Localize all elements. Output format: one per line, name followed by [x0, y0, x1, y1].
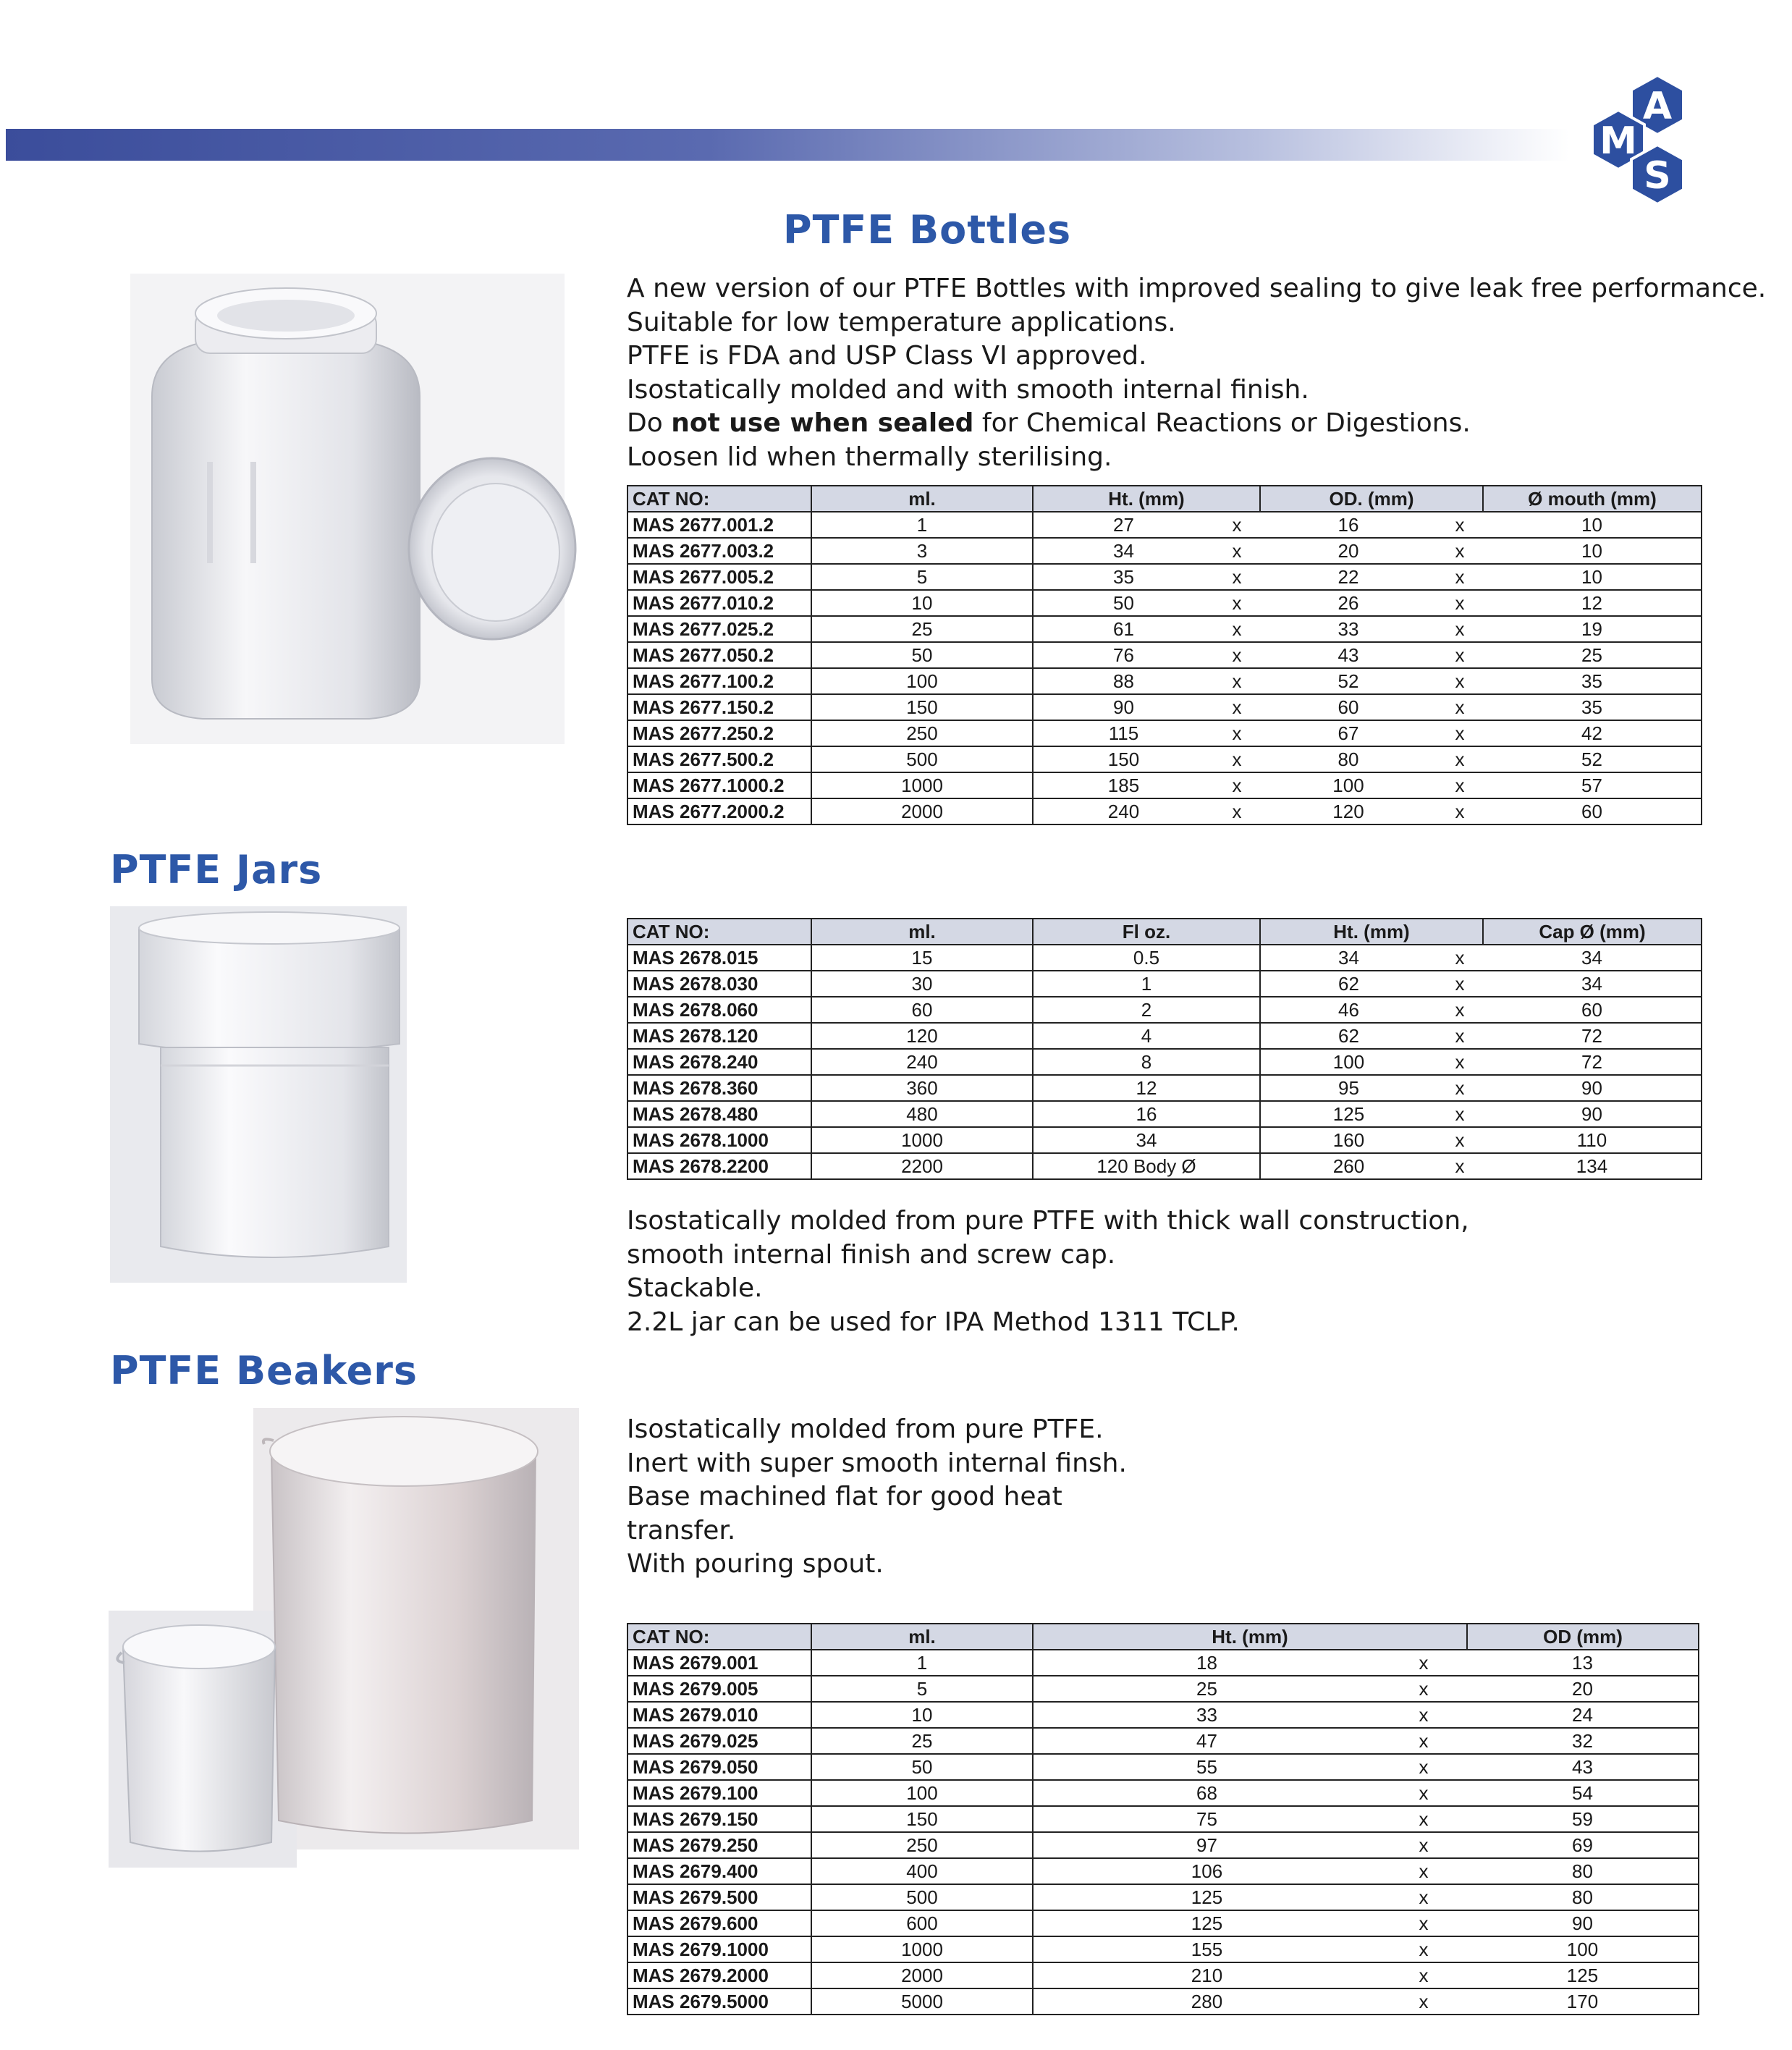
table-cell: 43 [1467, 1754, 1699, 1780]
separator-x: x [1437, 1153, 1483, 1179]
separator-x: x [1214, 642, 1260, 668]
jars-title: PTFE Jars [110, 847, 323, 893]
table-cell: 250 [811, 1832, 1033, 1858]
table-cell: 60 [1260, 694, 1437, 720]
table-row [627, 720, 1702, 746]
col-header: ml. [811, 486, 1033, 512]
ptfe-jar-photo [110, 906, 407, 1283]
cat-no-cell: MAS 2678.1000 [627, 1127, 811, 1153]
separator-x: x [1437, 772, 1483, 798]
bottles-desc-line: A new version of our PTFE Bottles with improved sealing to give leak free performance. [627, 274, 1767, 303]
table-cell: 400 [811, 1858, 1033, 1884]
col-header: Ht. (mm) [1260, 919, 1483, 945]
table-cell: 75 [1033, 1806, 1380, 1832]
table-cell: 16 [1033, 1101, 1260, 1127]
warning-text: for Chemical Reactions or Digestions. [973, 408, 1471, 438]
col-header: Ht. (mm) [1033, 486, 1260, 512]
beakers-desc-line: Isostatically molded from pure PTFE. [627, 1414, 1104, 1444]
table-cell: 22 [1260, 564, 1437, 590]
cat-no-cell: MAS 2677.150.2 [627, 694, 811, 720]
cat-no-cell: MAS 2678.060 [627, 997, 811, 1023]
table-cell: 2000 [811, 798, 1033, 824]
separator-x: x [1437, 1127, 1483, 1153]
col-header: ml. [811, 1624, 1033, 1650]
table-row [627, 512, 1702, 538]
table-row [627, 1153, 1702, 1179]
table-cell: 125 [1260, 1101, 1437, 1127]
table-row [627, 1832, 1699, 1858]
table-cell: 106 [1033, 1858, 1380, 1884]
table-cell: 100 [811, 668, 1033, 694]
beakers-desc-line: Base machined flat for good heat [627, 1482, 1062, 1511]
separator-x: x [1214, 694, 1260, 720]
cat-no-cell: MAS 2677.250.2 [627, 720, 811, 746]
table-cell: 280 [1033, 1988, 1380, 2015]
jars-description [627, 1205, 1469, 1339]
table-row [627, 798, 1702, 824]
table-cell: 120 Body Ø [1033, 1153, 1260, 1179]
cat-no-cell: MAS 2679.005 [627, 1676, 811, 1702]
separator-x: x [1214, 668, 1260, 694]
table-cell: 55 [1033, 1754, 1380, 1780]
separator-x: x [1380, 1988, 1467, 2015]
separator-x: x [1437, 746, 1483, 772]
table-cell: 76 [1033, 642, 1214, 668]
bottles-table [627, 485, 1702, 825]
table-cell: 500 [811, 1884, 1033, 1910]
cat-no-cell: MAS 2677.025.2 [627, 616, 811, 642]
table-cell: 10 [1483, 564, 1702, 590]
mas-logo [1556, 69, 1708, 222]
table-cell: 150 [811, 1806, 1033, 1832]
table-cell: 10 [1483, 512, 1702, 538]
col-header: Cap Ø (mm) [1483, 919, 1702, 945]
table-cell: 5 [811, 564, 1033, 590]
table-cell: 80 [1260, 746, 1437, 772]
table-cell: 52 [1260, 668, 1437, 694]
table-cell: 69 [1467, 1832, 1699, 1858]
separator-x: x [1214, 538, 1260, 564]
table-cell: 90 [1033, 694, 1214, 720]
table-row [627, 1962, 1699, 1988]
table-cell: 150 [1033, 746, 1214, 772]
table-row [627, 1127, 1702, 1153]
cat-no-cell: MAS 2679.025 [627, 1728, 811, 1754]
table-cell: 360 [811, 1075, 1033, 1101]
col-header: Fl oz. [1033, 919, 1260, 945]
table-row [627, 538, 1702, 564]
jars-desc-line: 2.2L jar can be used for IPA Method 1311 TCLP. [627, 1307, 1240, 1337]
beakers-table [627, 1623, 1699, 2015]
cat-no-cell: MAS 2678.480 [627, 1101, 811, 1127]
table-cell: 34 [1033, 1127, 1260, 1153]
separator-x: x [1437, 668, 1483, 694]
table-cell: 72 [1483, 1049, 1702, 1075]
separator-x: x [1437, 1075, 1483, 1101]
table-cell: 240 [811, 1049, 1033, 1075]
jars-desc-line: smooth internal finish and screw cap. [627, 1239, 1116, 1270]
table-cell: 1 [1033, 971, 1260, 997]
table-row [627, 564, 1702, 590]
table-header-row [627, 919, 1702, 945]
cat-no-cell: MAS 2677.003.2 [627, 538, 811, 564]
table-header-row [627, 1624, 1699, 1650]
table-cell: 10 [811, 590, 1033, 616]
table-cell: 1000 [811, 1127, 1033, 1153]
ptfe-beaker-photo [109, 1408, 586, 1868]
table-cell: 12 [1033, 1075, 1260, 1101]
cat-no-cell: MAS 2679.150 [627, 1806, 811, 1832]
table-cell: 18 [1033, 1650, 1380, 1676]
bottles-title: PTFE Bottles [783, 207, 1072, 253]
table-row [627, 1101, 1702, 1127]
table-cell: 3 [811, 538, 1033, 564]
table-cell: 125 [1033, 1910, 1380, 1936]
table-cell: 600 [811, 1910, 1033, 1936]
bottles-desc-line: Loosen lid when thermally sterilising. [627, 442, 1112, 472]
table-cell: 47 [1033, 1728, 1380, 1754]
separator-x: x [1437, 1049, 1483, 1075]
table-row [627, 590, 1702, 616]
cat-no-cell: MAS 2679.600 [627, 1910, 811, 1936]
jars-desc-line: Stackable. [627, 1273, 763, 1303]
table-cell: 95 [1260, 1075, 1437, 1101]
separator-x: x [1437, 798, 1483, 824]
table-cell: 33 [1033, 1702, 1380, 1728]
table-cell: 80 [1467, 1858, 1699, 1884]
separator-x: x [1437, 1023, 1483, 1049]
cat-no-cell: MAS 2677.2000.2 [627, 798, 811, 824]
beakers-title: PTFE Beakers [110, 1348, 418, 1393]
table-cell: 62 [1260, 971, 1437, 997]
logo-letter-a: A [1642, 85, 1673, 128]
cat-no-cell: MAS 2678.030 [627, 971, 811, 997]
table-cell: 1000 [811, 772, 1033, 798]
table-cell: 34 [1260, 945, 1437, 971]
cat-no-cell: MAS 2679.010 [627, 1702, 811, 1728]
table-cell: 10 [1483, 538, 1702, 564]
separator-x: x [1214, 564, 1260, 590]
jars-table [627, 918, 1702, 1180]
table-cell: 59 [1467, 1806, 1699, 1832]
table-cell: 15 [811, 945, 1033, 971]
table-row [627, 1754, 1699, 1780]
table-cell: 35 [1483, 668, 1702, 694]
table-cell: 5 [811, 1676, 1033, 1702]
table-cell: 1 [811, 512, 1033, 538]
separator-x: x [1437, 720, 1483, 746]
table-cell: 68 [1033, 1780, 1380, 1806]
table-cell: 25 [811, 616, 1033, 642]
separator-x: x [1214, 798, 1260, 824]
table-row [627, 1858, 1699, 1884]
table-row [627, 616, 1702, 642]
table-cell: 2 [1033, 997, 1260, 1023]
warning-text: Do [627, 408, 672, 438]
jars-desc-line: Isostatically molded from pure PTFE with thick wall construction, [627, 1206, 1469, 1236]
table-cell: 160 [1260, 1127, 1437, 1153]
separator-x: x [1437, 642, 1483, 668]
table-cell: 8 [1033, 1049, 1260, 1075]
cat-no-cell: MAS 2679.500 [627, 1884, 811, 1910]
table-cell: 16 [1260, 512, 1437, 538]
table-row [627, 1780, 1699, 1806]
table-cell: 90 [1483, 1075, 1702, 1101]
cat-no-cell: MAS 2679.050 [627, 1754, 811, 1780]
separator-x: x [1437, 997, 1483, 1023]
table-cell: 1000 [811, 1936, 1033, 1962]
header-band [6, 129, 1569, 161]
table-cell: 90 [1467, 1910, 1699, 1936]
separator-x: x [1214, 720, 1260, 746]
table-row [627, 694, 1702, 720]
cat-no-cell: MAS 2677.005.2 [627, 564, 811, 590]
cat-no-cell: MAS 2679.100 [627, 1780, 811, 1806]
cat-no-cell: MAS 2677.010.2 [627, 590, 811, 616]
cat-no-cell: MAS 2678.120 [627, 1023, 811, 1049]
table-cell: 125 [1467, 1962, 1699, 1988]
table-cell: 62 [1260, 1023, 1437, 1049]
separator-x: x [1380, 1806, 1467, 1832]
separator-x: x [1437, 1101, 1483, 1127]
table-row [627, 1702, 1699, 1728]
table-cell: 250 [811, 720, 1033, 746]
table-cell: 60 [811, 997, 1033, 1023]
table-cell: 25 [1033, 1676, 1380, 1702]
table-cell: 125 [1033, 1884, 1380, 1910]
table-cell: 19 [1483, 616, 1702, 642]
beakers-description [627, 1413, 1127, 1582]
logo-letter-m: M [1599, 119, 1637, 163]
col-header: CAT NO: [627, 1624, 811, 1650]
table-row [627, 642, 1702, 668]
table-row [627, 1910, 1699, 1936]
table-cell: 0.5 [1033, 945, 1260, 971]
col-header: CAT NO: [627, 486, 811, 512]
table-cell: 240 [1033, 798, 1214, 824]
bottles-desc-line: PTFE is FDA and USP Class VI approved. [627, 341, 1147, 371]
table-row [627, 971, 1702, 997]
cat-no-cell: MAS 2677.1000.2 [627, 772, 811, 798]
separator-x: x [1380, 1702, 1467, 1728]
table-cell: 50 [811, 642, 1033, 668]
table-cell: 2000 [811, 1962, 1033, 1988]
separator-x: x [1380, 1754, 1467, 1780]
table-cell: 52 [1483, 746, 1702, 772]
table-cell: 32 [1467, 1728, 1699, 1754]
table-cell: 260 [1260, 1153, 1437, 1179]
table-cell: 34 [1483, 971, 1702, 997]
table-row [627, 772, 1702, 798]
separator-x: x [1214, 512, 1260, 538]
separator-x: x [1437, 564, 1483, 590]
table-cell: 42 [1483, 720, 1702, 746]
table-cell: 60 [1483, 997, 1702, 1023]
table-cell: 13 [1467, 1650, 1699, 1676]
bottles-warning-line [627, 407, 1766, 441]
separator-x: x [1214, 772, 1260, 798]
table-header-row [627, 486, 1702, 512]
separator-x: x [1380, 1780, 1467, 1806]
separator-x: x [1380, 1858, 1467, 1884]
beakers-desc-line: With pouring spout. [627, 1549, 884, 1579]
table-cell: 110 [1483, 1127, 1702, 1153]
table-cell: 30 [811, 971, 1033, 997]
table-cell: 100 [1467, 1936, 1699, 1962]
separator-x: x [1380, 1676, 1467, 1702]
cat-no-cell: MAS 2679.1000 [627, 1936, 811, 1962]
table-cell: 12 [1483, 590, 1702, 616]
table-cell: 5000 [811, 1988, 1033, 2015]
table-cell: 97 [1033, 1832, 1380, 1858]
table-cell: 80 [1467, 1884, 1699, 1910]
table-cell: 134 [1483, 1153, 1702, 1179]
cat-no-cell: MAS 2677.500.2 [627, 746, 811, 772]
separator-x: x [1214, 746, 1260, 772]
warning-emphasis: not use when sealed [671, 408, 974, 438]
table-row [627, 1676, 1699, 1702]
separator-x: x [1437, 971, 1483, 997]
separator-x: x [1437, 512, 1483, 538]
cat-no-cell: MAS 2679.001 [627, 1650, 811, 1676]
separator-x: x [1214, 590, 1260, 616]
table-row [627, 1650, 1699, 1676]
table-cell: 120 [1260, 798, 1437, 824]
separator-x: x [1437, 616, 1483, 642]
table-cell: 35 [1483, 694, 1702, 720]
table-row [627, 668, 1702, 694]
table-row [627, 1023, 1702, 1049]
bottles-desc-line: Isostatically molded and with smooth internal finish. [627, 374, 1309, 405]
separator-x: x [1380, 1650, 1467, 1676]
col-header: ml. [811, 919, 1033, 945]
separator-x: x [1380, 1832, 1467, 1858]
table-cell: 480 [811, 1101, 1033, 1127]
table-cell: 185 [1033, 772, 1214, 798]
bottles-desc-line: Suitable for low temperature applications. [627, 307, 1176, 337]
table-cell: 120 [811, 1023, 1033, 1049]
col-header: Ht. (mm) [1033, 1624, 1467, 1650]
table-cell: 150 [811, 694, 1033, 720]
beakers-desc-line: Inert with super smooth internal finsh. [627, 1448, 1127, 1478]
table-row [627, 1728, 1699, 1754]
table-cell: 155 [1033, 1936, 1380, 1962]
table-cell: 27 [1033, 512, 1214, 538]
cat-no-cell: MAS 2677.001.2 [627, 512, 811, 538]
ptfe-bottle-photo [109, 274, 586, 744]
separator-x: x [1437, 538, 1483, 564]
col-header: CAT NO: [627, 919, 811, 945]
table-cell: 34 [1033, 538, 1214, 564]
separator-x: x [1437, 694, 1483, 720]
table-cell: 67 [1260, 720, 1437, 746]
table-cell: 20 [1467, 1676, 1699, 1702]
table-cell: 10 [811, 1702, 1033, 1728]
separator-x: x [1214, 616, 1260, 642]
table-cell: 4 [1033, 1023, 1260, 1049]
table-row [627, 1049, 1702, 1075]
table-cell: 100 [1260, 1049, 1437, 1075]
cat-no-cell: MAS 2678.240 [627, 1049, 811, 1075]
table-cell: 35 [1033, 564, 1214, 590]
table-cell: 90 [1483, 1101, 1702, 1127]
col-header: OD (mm) [1467, 1624, 1699, 1650]
table-cell: 1 [811, 1650, 1033, 1676]
table-cell: 54 [1467, 1780, 1699, 1806]
table-cell: 25 [1483, 642, 1702, 668]
table-row [627, 1884, 1699, 1910]
separator-x: x [1380, 1936, 1467, 1962]
beakers-desc-line: transfer. [627, 1515, 736, 1545]
separator-x: x [1437, 590, 1483, 616]
table-cell: 25 [811, 1728, 1033, 1754]
table-row [627, 1936, 1699, 1962]
bottles-description [627, 272, 1766, 474]
table-cell: 60 [1483, 798, 1702, 824]
cat-no-cell: MAS 2679.250 [627, 1832, 811, 1858]
cat-no-cell: MAS 2678.360 [627, 1075, 811, 1101]
table-cell: 24 [1467, 1702, 1699, 1728]
table-cell: 2200 [811, 1153, 1033, 1179]
cat-no-cell: MAS 2677.050.2 [627, 642, 811, 668]
table-row [627, 1988, 1699, 2015]
table-cell: 100 [811, 1780, 1033, 1806]
table-cell: 210 [1033, 1962, 1380, 1988]
table-cell: 43 [1260, 642, 1437, 668]
table-row [627, 997, 1702, 1023]
table-cell: 34 [1483, 945, 1702, 971]
table-cell: 88 [1033, 668, 1214, 694]
table-cell: 72 [1483, 1023, 1702, 1049]
separator-x: x [1380, 1884, 1467, 1910]
table-cell: 61 [1033, 616, 1214, 642]
table-row [627, 1075, 1702, 1101]
table-cell: 50 [1033, 590, 1214, 616]
table-row [627, 1806, 1699, 1832]
cat-no-cell: MAS 2679.400 [627, 1858, 811, 1884]
separator-x: x [1380, 1728, 1467, 1754]
cat-no-cell: MAS 2679.5000 [627, 1988, 811, 2015]
separator-x: x [1380, 1962, 1467, 1988]
table-cell: 26 [1260, 590, 1437, 616]
separator-x: x [1380, 1910, 1467, 1936]
table-cell: 50 [811, 1754, 1033, 1780]
table-row [627, 945, 1702, 971]
table-cell: 500 [811, 746, 1033, 772]
table-cell: 20 [1260, 538, 1437, 564]
table-cell: 57 [1483, 772, 1702, 798]
cat-no-cell: MAS 2677.100.2 [627, 668, 811, 694]
table-cell: 46 [1260, 997, 1437, 1023]
table-cell: 170 [1467, 1988, 1699, 2015]
separator-x: x [1437, 945, 1483, 971]
table-row [627, 746, 1702, 772]
col-header: OD. (mm) [1260, 486, 1483, 512]
table-cell: 100 [1260, 772, 1437, 798]
cat-no-cell: MAS 2678.2200 [627, 1153, 811, 1179]
table-cell: 33 [1260, 616, 1437, 642]
logo-letter-s: S [1644, 154, 1671, 198]
cat-no-cell: MAS 2678.015 [627, 945, 811, 971]
cat-no-cell: MAS 2679.2000 [627, 1962, 811, 1988]
col-header: Ø mouth (mm) [1483, 486, 1702, 512]
table-cell: 115 [1033, 720, 1214, 746]
